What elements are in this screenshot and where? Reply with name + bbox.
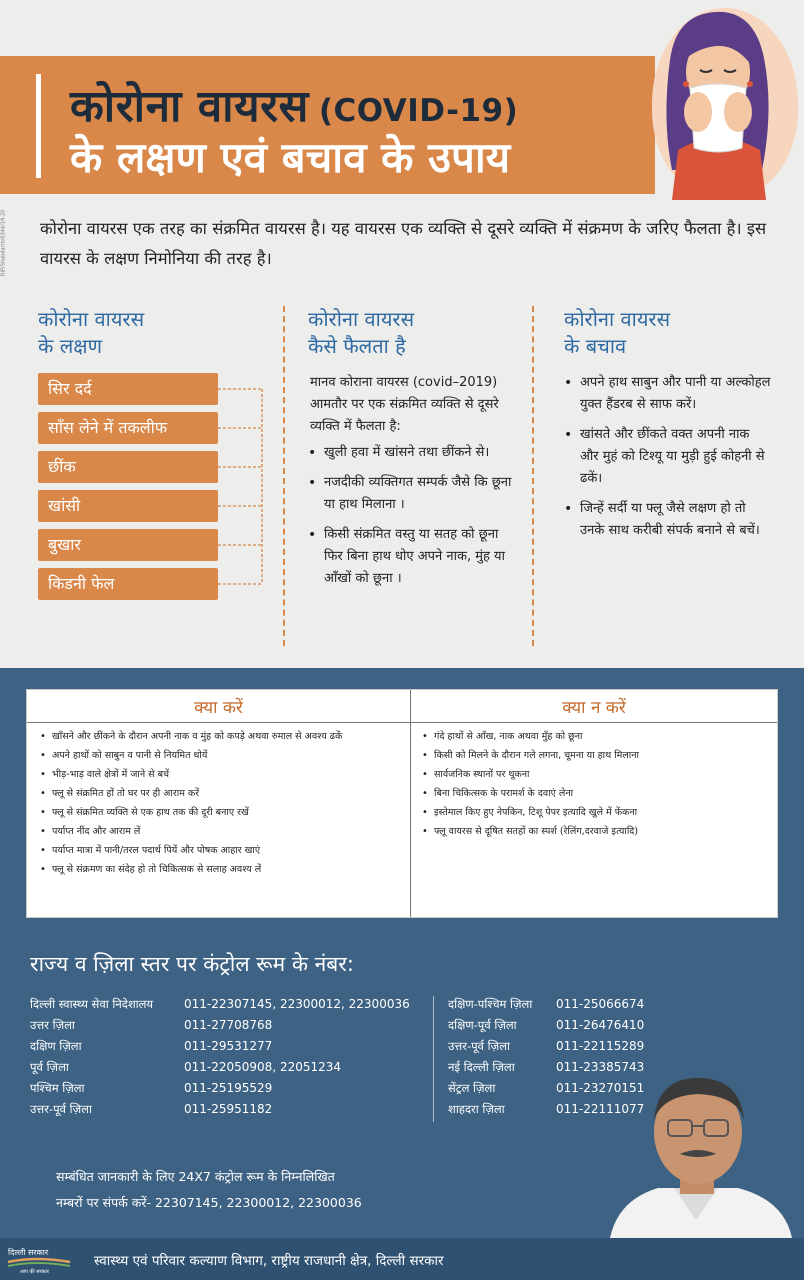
contact-row [30,1057,342,1077]
title-english: (COVID-19) [318,93,519,129]
list-item: • खांसते और छींकते वक्त अपनी नाक और मुहं को टिश्यू या मुड़ी हुई कोहनी से ढकें। [562,424,772,490]
symptoms-heading-line1: कोरोना वायरस [38,307,145,331]
list-item: • फ्लू से संक्रमित व्यक्ति से एक हाथ तक की दूरी बनाए रखें [37,806,401,819]
contact-row [30,1036,273,1056]
contact-number: 011-22111077 [556,1102,645,1116]
contact-name: शाहदरा ज़िला [448,1102,505,1116]
logo-text: दिल्ली सरकार [8,1248,49,1257]
delhi-government-logo [6,1244,76,1274]
side-code: DIP/Shabdarth/0344/19-20 [0,209,7,277]
title-banner [0,56,655,194]
contact-name: उत्तर ज़िला [30,1018,75,1032]
contact-name: पश्चिम ज़िला [30,1081,85,1095]
list-item: • भीड़-भाड़ वाले क्षेत्रों में जाने से बचें [37,768,401,781]
spread-heading-line2: कैसे फैलता है [308,334,406,358]
contact-number: 011-25195529 [184,1081,273,1095]
helpline-note-line1: सम्बंधित जानकारी के लिए 24X7 कंट्रोल रूम के निम्नलिखित [56,1169,335,1184]
list-item: • किसी को मिलने के दौरान गले लगना, चूमना या हाथ मिलाना [419,749,769,762]
list-item: • नजदीकी व्यक्तिगत सम्पर्क जैसे कि छूना या हाथ मिलाना । [306,472,516,516]
contact-number: 011-29531277 [184,1039,273,1053]
list-item: • खुली हवा में खांसने तथा छींकने से। [306,442,516,464]
header-divider [27,722,777,723]
list-item: • फ्लू से संक्रमण का संदेह हो तो चिकित्सक से सलाह अवश्य लें [37,863,401,876]
contact-row [448,994,645,1014]
contact-row [448,1015,645,1035]
list-item: • अपने हाथ साबुन और पानी या अल्कोहल युक्त हैंडरब से साफ करें। [562,372,772,416]
contacts-divider [433,996,434,1122]
spread-heading [308,306,414,360]
contact-number: 011-22115289 [556,1039,645,1053]
title-hindi: कोरोना वायरस [70,81,309,132]
dos-donts-box [26,689,778,918]
list-item: • बिना चिकित्सक के परामर्श के दवाएं लेना [419,787,769,800]
list-item: • खाँसने और छींकने के दौरान अपनी नाक व मुंह को कपड़े अथवा रुमाल से अवश्य ढकें [37,730,401,743]
list-item: • किसी संक्रमित वस्तु या सतह को छूना फिर बिना हाथ धोए अपने नाक, मुंह या आँखों को छूना । [306,524,516,590]
contact-number: 011-23270151 [556,1081,645,1095]
page-title [70,74,518,134]
contact-name: दक्षिण ज़िला [30,1039,82,1053]
contact-row [30,1099,273,1119]
list-item: • फ्लू से संक्रमित हों तो घर पर ही आराम करें [37,787,401,800]
list-item: • पर्याप्त नींद और आराम लें [37,825,401,838]
intro-paragraph: कोरोना वायरस एक तरह का संक्रमित वायरस है। यह वायरस एक व्यक्ति से दूसरे व्यक्ति में संक्रमण के जरिए फैलता है। इस वायरस के लक्षण निमोनिया की तरह है। [40,219,767,268]
contact-name: दक्षिण-पश्चिम ज़िला [448,997,533,1011]
symptoms-heading-line2: के लक्षण [38,334,103,358]
spread-list [306,442,516,598]
contact-number: 011-26476410 [556,1018,645,1032]
dos-list [37,730,401,882]
symptom-item: सिर दर्द [38,373,218,405]
column-divider [283,306,285,646]
list-item: • इस्तेमाल किए हुए नेपकिन, टिशू पेपर इत्यादि खुले में फेंकना [419,806,769,819]
contact-name: सेंट्रल ज़िला [448,1081,496,1095]
contact-number: 011-27708768 [184,1018,273,1032]
contact-number: 011-25066674 [556,997,645,1011]
logo-tagline: आप की सरकार [20,1269,49,1274]
prevention-list [562,372,772,550]
contact-row [448,1036,645,1056]
list-item: • सार्वजनिक स्थानों पर थूकना [419,768,769,781]
helpline-note [56,1164,362,1216]
prevention-heading [564,306,670,360]
contact-name: नई दिल्ली ज़िला [448,1060,515,1074]
contact-number: 011-22050908, 22051234 [184,1060,342,1074]
contact-name: उत्तर-पूर्व ज़िला [30,1102,92,1116]
spread-intro: मानव कोराना वायरस (covid–2019) आमतौर पर एक संक्रमित व्यक्ति से दूसरे व्यक्ति में फैलता है: [310,375,499,434]
contact-name: दक्षिण-पूर्व ज़िला [448,1018,517,1032]
list-item: • अपने हाथों को साबुन व पानी से नियमित धोयें [37,749,401,762]
contact-row [30,1015,273,1035]
contact-number: 011-22307145, 22300012, 22300036 [184,997,410,1011]
donts-list [419,730,769,844]
symptoms-heading [38,306,144,360]
symptom-item: किडनी फेल [38,568,218,600]
prevention-heading-line2: के बचाव [564,334,627,358]
symptom-item: खांसी [38,490,218,522]
sneezing-woman-illustration [632,0,804,200]
column-divider [410,690,411,917]
symptom-item: छींक [38,451,218,483]
list-item: • फ्लू वायरस से दूषित सतहों का स्पर्श (रेलिंग,दरवाजे इत्यादि) [419,825,769,838]
contact-row [448,1057,645,1077]
list-item: • गंदे हाथों से आँख, नाक अथवा मुँह को छूना [419,730,769,743]
column-divider [532,306,534,646]
contact-name: दिल्ली स्वास्थ्य सेवा निदेशालय [30,997,154,1011]
contact-number: 011-25951182 [184,1102,273,1116]
contact-row [448,1099,645,1119]
contact-row [448,1078,645,1098]
contact-name: पूर्व ज़िला [30,1060,69,1074]
symptom-item: बुखार [38,529,218,561]
symptoms-bracket [218,388,278,588]
control-room-title: राज्य व ज़िला स्तर पर कंट्रोल रूम के नंबर: [30,952,354,976]
contact-number: 011-23385743 [556,1060,645,1074]
prevention-heading-line1: कोरोना वायरस [564,307,671,331]
list-item: • पर्याप्त मात्रा में पानी/तरल पदार्थ पियें और पोषक आहार खाएं [37,844,401,857]
dos-heading: क्या करें [194,698,243,718]
page-subtitle: के लक्षण एवं बचाव के उपाय [70,133,511,182]
contact-name: उत्तर-पूर्व ज़िला [448,1039,510,1053]
spread-heading-line1: कोरोना वायरस [308,307,415,331]
footer-department: स्वास्थ्य एवं परिवार कल्याण विभाग, राष्ट्रीय राजधानी क्षेत्र, दिल्ली सरकार [94,1253,444,1269]
symptom-item: साँस लेने में तकलीफ [38,412,218,444]
contact-row [30,1078,273,1098]
list-item: • जिन्हें सर्दी या फ्लू जैसे लक्षण हो तो उनके साथ करीबी संपर्क बनाने से बचें। [562,498,772,542]
official-portrait [588,1070,804,1238]
helpline-note-line2: नम्बरों पर संपर्क करें- 22307145, 22300012, 22300036 [56,1195,362,1210]
contact-row [30,994,410,1014]
donts-heading: क्या न करें [562,698,626,718]
banner-bar [36,74,41,178]
